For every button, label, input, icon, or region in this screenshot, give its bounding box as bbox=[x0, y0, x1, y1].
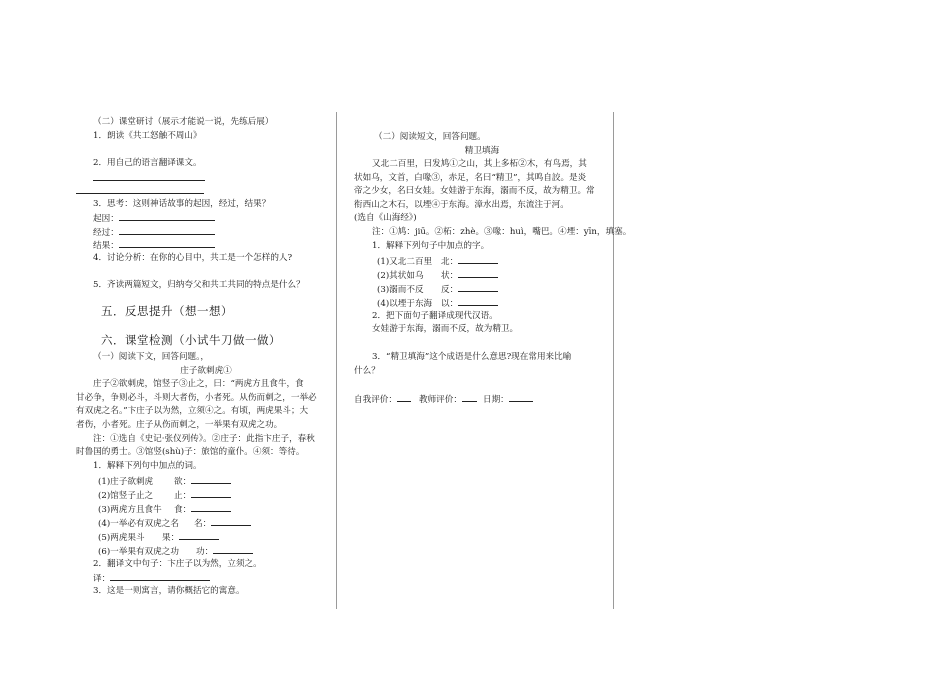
explain-2-blank[interactable] bbox=[458, 268, 498, 278]
explain-2-sentence: (2)其状如乌 bbox=[377, 271, 424, 281]
section-2-title: （二）课堂研讨（展示才能说一说，先练后展） bbox=[93, 117, 274, 127]
answer-line[interactable] bbox=[93, 180, 205, 181]
explain-2-word: 反： bbox=[441, 285, 459, 295]
explain-2-blank[interactable] bbox=[458, 296, 498, 306]
explain-1-item bbox=[98, 544, 253, 559]
passage-1-line: 者伤，小者死。庄子从伤而刺之，一举果有双虎之功。 bbox=[76, 420, 283, 430]
notes-2: 注：①鸠：jiū。②柘：zhè。③喙：huì，嘴巴。④堙：yīn，填塞。 bbox=[372, 227, 632, 237]
explain-1-blank[interactable] bbox=[211, 516, 251, 526]
result-row bbox=[93, 238, 215, 253]
date-label: 日期： bbox=[482, 395, 509, 405]
heading-reflection: 五．反思提升（想一想） bbox=[101, 304, 233, 318]
translate-2-prompt: 2．把下面句子翻译成现代汉语。 bbox=[372, 311, 498, 321]
result-blank[interactable] bbox=[119, 238, 215, 248]
heading-class-test: 六．课堂检测（小试牛刀做一做） bbox=[101, 333, 281, 347]
self-eval-blank[interactable] bbox=[397, 392, 411, 402]
question-2: 2．用自己的语言翻译课文。 bbox=[93, 158, 202, 168]
passage-1-line: 庄子②欲刺虎，馆竖子③止之，曰：“两虎方且食牛，食 bbox=[93, 379, 304, 389]
question-3-idiom: 3．“精卫填海”这个成语是什么意思?现在常用来比喻 bbox=[372, 352, 572, 362]
translate-1-blank[interactable] bbox=[110, 571, 210, 581]
explain-2-blank[interactable] bbox=[458, 282, 498, 292]
question-3-idiom-cont: 什么？ bbox=[354, 366, 380, 376]
cause-row bbox=[93, 211, 215, 226]
translate-1-prompt: 2．翻译文中句子：卞庄子以为然，立须之。 bbox=[93, 559, 262, 569]
explain-2-sentence: (4)以堙于东海 bbox=[377, 299, 433, 309]
explain-1-item bbox=[98, 488, 231, 503]
translate-2-sentence: 女娃游于东海，溺而不反，故为精卫。 bbox=[372, 324, 519, 334]
result-label: 结果： bbox=[93, 241, 119, 251]
explain-1-word: 功： bbox=[196, 547, 214, 557]
date-blank[interactable] bbox=[509, 392, 533, 402]
reading-2-intro: （二）阅读短文，回答问题。 bbox=[374, 132, 486, 142]
cause-label: 起因： bbox=[93, 214, 119, 224]
right-column bbox=[337, 0, 632, 675]
notes-1-line: 时鲁国的勇士。③馆竖(shù)子：旅馆的童仆。④须：等待。 bbox=[76, 447, 305, 457]
passage-2-line: 又北二百里，曰发鸠①之山，其上多柘②木，有鸟焉，其 bbox=[372, 159, 587, 169]
cause-blank[interactable] bbox=[119, 211, 215, 221]
explain-2-word: 以： bbox=[441, 299, 459, 309]
explain-1-blank[interactable] bbox=[191, 474, 231, 484]
question-1: 1．朗读《共工怒触不周山》 bbox=[93, 131, 202, 141]
explain-1-prompt: 1．解释下列句中加点的词。 bbox=[93, 461, 202, 471]
passage-2-line: 衔西山之木石，以堙④于东海。漳水出焉，东流注于河。 bbox=[354, 200, 569, 210]
explain-1-blank[interactable] bbox=[191, 502, 231, 512]
passage-2-source: (选自《山海经》) bbox=[354, 213, 417, 223]
explain-1-item bbox=[98, 474, 231, 489]
left-column bbox=[0, 0, 336, 675]
passage-2-line: 帝之少女，名曰女娃。女娃游于东海，溺而不反，故为精卫。常 bbox=[354, 186, 595, 196]
question-3-moral: 3．这是一则寓言，请你概括它的寓意。 bbox=[93, 586, 245, 596]
explain-2-word: 状： bbox=[441, 271, 459, 281]
answer-line[interactable] bbox=[76, 193, 204, 194]
question-5: 5．齐读两篇短文，归纳夸父和共工共同的特点是什么？ bbox=[93, 280, 305, 290]
passage-2-title: 精卫填海 bbox=[464, 146, 500, 156]
explain-1-word: 止： bbox=[174, 491, 192, 501]
explain-1-sentence: (6)一举果有双虎之功 bbox=[98, 547, 179, 557]
explain-2-item bbox=[377, 282, 498, 297]
explain-2-item bbox=[377, 296, 498, 311]
process-blank[interactable] bbox=[119, 225, 215, 235]
column-divider-2 bbox=[613, 112, 614, 609]
explain-1-item bbox=[98, 516, 251, 531]
reading-1-intro: （一）阅读下文，回答问题。， bbox=[93, 352, 210, 362]
explain-1-item bbox=[98, 530, 219, 545]
explain-1-word: 名： bbox=[194, 519, 212, 529]
teacher-eval-label: 教师评价： bbox=[418, 395, 462, 405]
notes-1-line: 注：①选自《史记·张仪列传》。②庄子：此指卞庄子，春秋 bbox=[93, 434, 315, 444]
translate-1-label: 译： bbox=[93, 574, 111, 584]
explain-2-sentence: (3)溺而不反 bbox=[377, 285, 424, 295]
question-4: 4．讨论分析：在你的心目中，共工是一个怎样的人? bbox=[93, 253, 293, 263]
explain-1-sentence: (2)馆竖子止之 bbox=[98, 491, 154, 501]
explain-2-sentence: (1)又北二百里 bbox=[377, 257, 433, 267]
translate-1-row bbox=[93, 571, 210, 586]
passage-1-line: 有双虎之名。”卞庄子以为然，立须④之。有顷，两虎果斗；大 bbox=[76, 406, 309, 416]
explain-1-word: 果： bbox=[162, 533, 180, 543]
self-eval-label: 自我评价： bbox=[354, 395, 397, 405]
explain-1-sentence: (3)两虎方且食牛 bbox=[98, 505, 162, 515]
explain-1-blank[interactable] bbox=[213, 544, 253, 554]
teacher-eval-blank[interactable] bbox=[462, 392, 477, 402]
passage-1-title: 庄子欲刺虎① bbox=[180, 366, 232, 376]
explain-1-blank[interactable] bbox=[191, 488, 231, 498]
passage-1-line: 甘必争，争则必斗，斗则大者伤，小者死。从伤而刺之，一举必 bbox=[76, 393, 317, 403]
explain-2-word: 北： bbox=[441, 257, 459, 267]
process-label: 经过： bbox=[93, 228, 119, 238]
evaluation-row bbox=[354, 392, 533, 407]
explain-1-word: 欲： bbox=[174, 477, 192, 487]
explain-1-blank[interactable] bbox=[179, 530, 219, 540]
question-3: 3．思考：这则神话故事的起因，经过，结果？ bbox=[93, 199, 271, 209]
explain-2-blank[interactable] bbox=[458, 254, 498, 264]
explain-2-item bbox=[377, 254, 498, 269]
explain-1-item bbox=[98, 502, 231, 517]
explain-1-sentence: (5)两虎果斗 bbox=[98, 533, 145, 543]
explain-1-word: 食： bbox=[174, 505, 192, 515]
explain-2-prompt: 1．解释下列句子中加点的字。 bbox=[372, 241, 490, 251]
explain-2-item bbox=[377, 268, 498, 283]
explain-1-sentence: (4)一举必有双虎之名 bbox=[98, 519, 179, 529]
passage-2-line: 状如乌，文首，白喙③，赤足，名曰“精卫”，其鸣自詨。是炎 bbox=[354, 173, 587, 183]
explain-1-sentence: (1)庄子欲刺虎 bbox=[98, 477, 154, 487]
